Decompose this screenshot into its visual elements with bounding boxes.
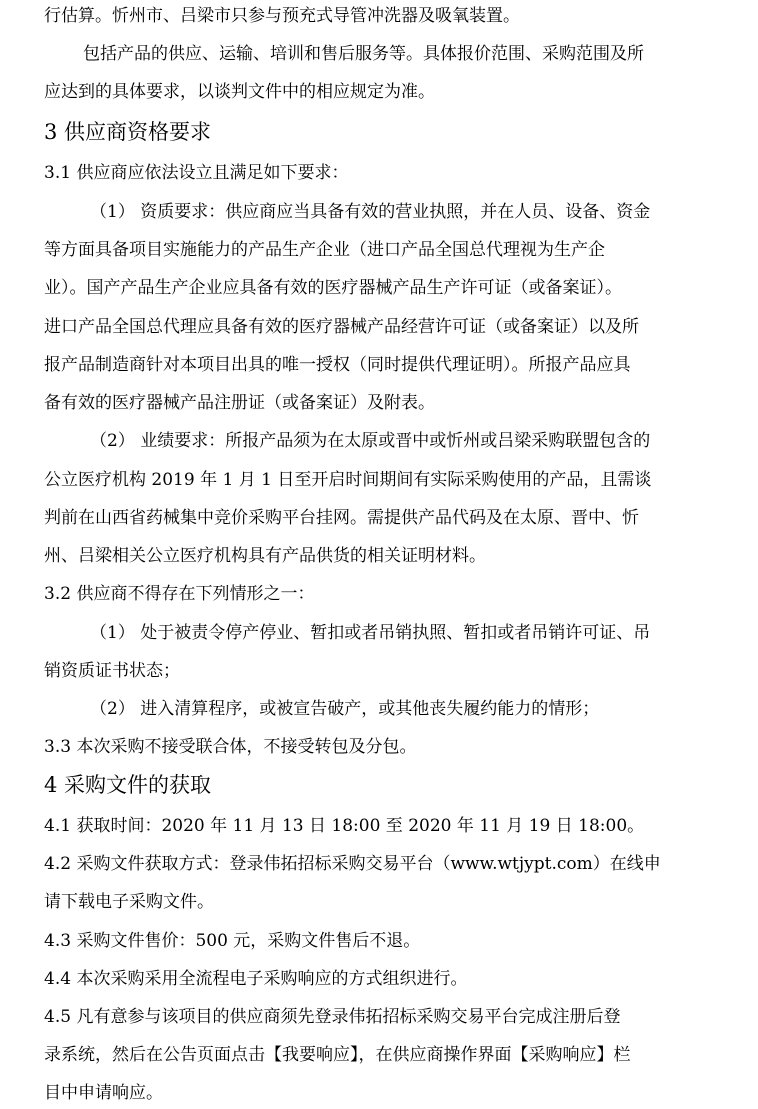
text-line: （2） 进入清算程序，或被宣告破产，或其他丧失履约能力的情形；	[90, 699, 600, 719]
text-line: 4.5 凡有意参与该项目的供应商须先登录伟拓招标采购交易平台完成注册后登	[44, 1007, 621, 1027]
text-line: （1） 处于被责令停产停业、暂扣或者吊销执照、暂扣或者吊销许可证、吊	[90, 623, 651, 643]
text-line: 报产品制造商针对本项目出具的唯一授权（同时提供代理证明）。所报产品应具	[44, 355, 631, 375]
text-line: 包括产品的供应、运输、培训和售后服务等。具体报价范围、采购范围及所	[83, 44, 644, 64]
text-line: 录系统，然后在公告页面点击【我要响应】，在供应商操作界面【采购响应】栏	[44, 1045, 631, 1065]
text-line: （1） 资质要求：供应商应当具备有效的营业执照，并在人员、设备、资金	[90, 202, 651, 222]
text-line: 进口产品全国总代理应具备有效的医疗器械产品经营许可证（或备案证）以及所	[44, 317, 639, 337]
text-line: 3.1 供应商应依法设立且满足如下要求：	[44, 163, 349, 183]
text-line: 4.2 采购文件获取方式：登录伟拓招标采购交易平台（www.wtjypt.com）在线申	[44, 854, 661, 874]
text-line: 4.4 本次采购采用全流程电子采购响应的方式组织进行。	[44, 969, 468, 989]
text-line: 3.3 本次采购不接受联合体，不接受转包及分包。	[44, 737, 417, 757]
text-line: （2） 业绩要求：所报产品须为在太原或晋中或忻州或吕梁采购联盟包含的	[90, 431, 651, 451]
text-line: 公立医疗机构 2019 年 1 月 1 日至开启时间期间有实际采购使用的产品，且需谈	[44, 470, 652, 490]
text-line: 请下载电子采购文件。	[44, 892, 214, 912]
section-heading: 4 采购文件的获取	[44, 773, 212, 797]
text-line: 等方面具备项目实施能力的产品生产企业（进口产品全国总代理视为生产企	[44, 240, 605, 260]
text-line: 备有效的医疗器械产品注册证（或备案证）及附表。	[44, 393, 435, 413]
text-line: 行估算。忻州市、吕梁市只参与预充式导管冲洗器及吸氧装置。	[44, 6, 520, 26]
section-heading: 3 供应商资格要求	[44, 120, 212, 144]
text-line: 州、吕梁相关公立医疗机构具有产品供货的相关证明材料。	[44, 546, 486, 566]
text-line: 4.3 采购文件售价：500 元，采购文件售后不退。	[44, 931, 421, 951]
text-line: 目中申请响应。	[44, 1083, 163, 1103]
text-line: 判前在山西省药械集中竞价采购平台挂网。需提供产品代码及在太原、晋中、忻	[44, 508, 639, 528]
text-line: 销资质证书状态；	[44, 661, 180, 681]
text-line: 业）。国产产品生产企业应具备有效的医疗器械产品生产许可证（或备案证）。	[44, 278, 622, 298]
text-line: 4.1 获取时间：2020 年 11 月 13 日 18:00 至 2020 年 11 月 19 日 18:00。	[44, 816, 645, 836]
text-line: 应达到的具体要求，以谈判文件中的相应规定为准。	[44, 82, 435, 102]
text-line: 3.2 供应商不得存在下列情形之一：	[44, 584, 315, 604]
